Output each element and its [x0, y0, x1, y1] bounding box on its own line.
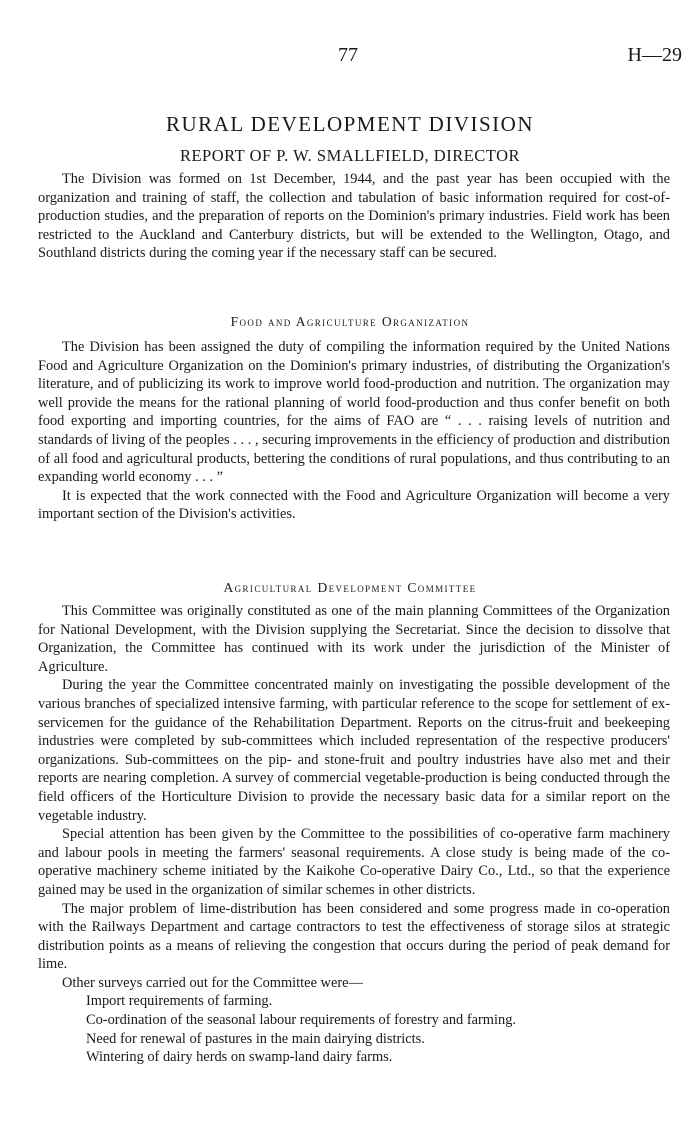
list-item: Import requirements of farming. [86, 993, 273, 1010]
committee-paragraph: This Committee was originally constituted as one of the main planning Committees of the Organization for National Development, with the Division supplying the Secretariat. Since the decision to dissolve that Organization, the Committee has continued with its work under the jurisdiction of the Minister of Agriculture. [38, 603, 670, 675]
section-heading-fao: Food and Agriculture Organization [230, 314, 470, 329]
fao-section-body [38, 338, 670, 524]
committee-section-body [38, 602, 670, 1067]
list-item: Wintering of dairy herds on swamp-land dairy farms. [86, 1049, 393, 1066]
page-header [0, 44, 700, 68]
committee-paragraph: The major problem of lime-distribution has been considered and some progress made in co-operation with the Railways Department and cartage contractors to test the effectiveness of storage silos at strategic distribution points as a means of relieving the congestion that occurs during the period of peak demand for lime. [38, 900, 670, 973]
page-number: 77 [338, 44, 358, 66]
fao-paragraph: It is expected that the work connected with the Food and Agriculture Organization will become a very important section of the Division's activities. [38, 487, 670, 523]
list-item: Need for renewal of pastures in the main dairying districts. [86, 1030, 425, 1047]
committee-paragraph: Special attention has been given by the Committee to the possibilities of co-operative farm machinery and labour pools in meeting the farmers' seasonal requirements. A close study is being made of the co-operative machinery scheme initiated by the Kaikohe Co-operative Dairy Co., Ltd., so that the experience gained may be used in the organization of similar schemes in other districts. [38, 826, 670, 898]
committee-paragraph: Other surveys carried out for the Committee were— [62, 974, 363, 991]
committee-paragraph: During the year the Committee concentrated mainly on investigating the possible development of the various branches of specialized intensive farming, with particular reference to the scope for settlement of ex-servicemen for the guidance of the Rehabilitation Department. Reports on the citrus-fruit and beekeeping industries were completed by sub-committees which included representation of the respective producers' organizations. Sub-committees on the pip- and stone-fruit and poultry industries have also met and their reports are nearing completion. A survey of commercial vegetable-production is being conducted through the field officers of the Horticulture Division to provide the necessary basic data for a similar report on the vegetable industry. [38, 677, 670, 824]
intro-section [38, 170, 670, 263]
list-item: Co-ordination of the seasonal labour requirements of forestry and farming. [86, 1012, 516, 1029]
document-reference: H—29 [627, 44, 682, 66]
fao-paragraph: The Division has been assigned the duty of compiling the information required by the United Nations Food and Agriculture Organization on the Dominion's primary industries, of distributing the Organization's literature, and of publicizing its work to improve world food-production and nutrition. The organization may well provide the means for the rational planning of world food-production and thus confer benefit on both food exporting and importing countries, for the aims of FAO are “ . . . raising levels of nutrition and standards of living of the peoples . . . , securing improvements in the efficiency of production and distribution of all food and agricultural products, bettering the conditions of rural populations, and thus contributing to an expanding world economy . . . ” [38, 339, 670, 486]
intro-paragraph: The Division was formed on 1st December, 1944, and the past year has been occupied with the organization and training of staff, the collection and tabulation of basic information required for cost-of-production studies, and the preparation of reports on the Dominion's primary industries. Field work has been restricted to the Auckland and Canterbury districts, but will be extended to the Wellington, Otago, and Southland districts during the coming year if the necessary staff can be secured. [38, 171, 670, 262]
survey-list [38, 992, 670, 1066]
section-heading-committee: Agricultural Development Committee [223, 580, 477, 595]
report-subtitle: REPORT OF P. W. SMALLFIELD, DIRECTOR [179, 146, 521, 165]
page-title: RURAL DEVELOPMENT DIVISION [166, 112, 534, 136]
